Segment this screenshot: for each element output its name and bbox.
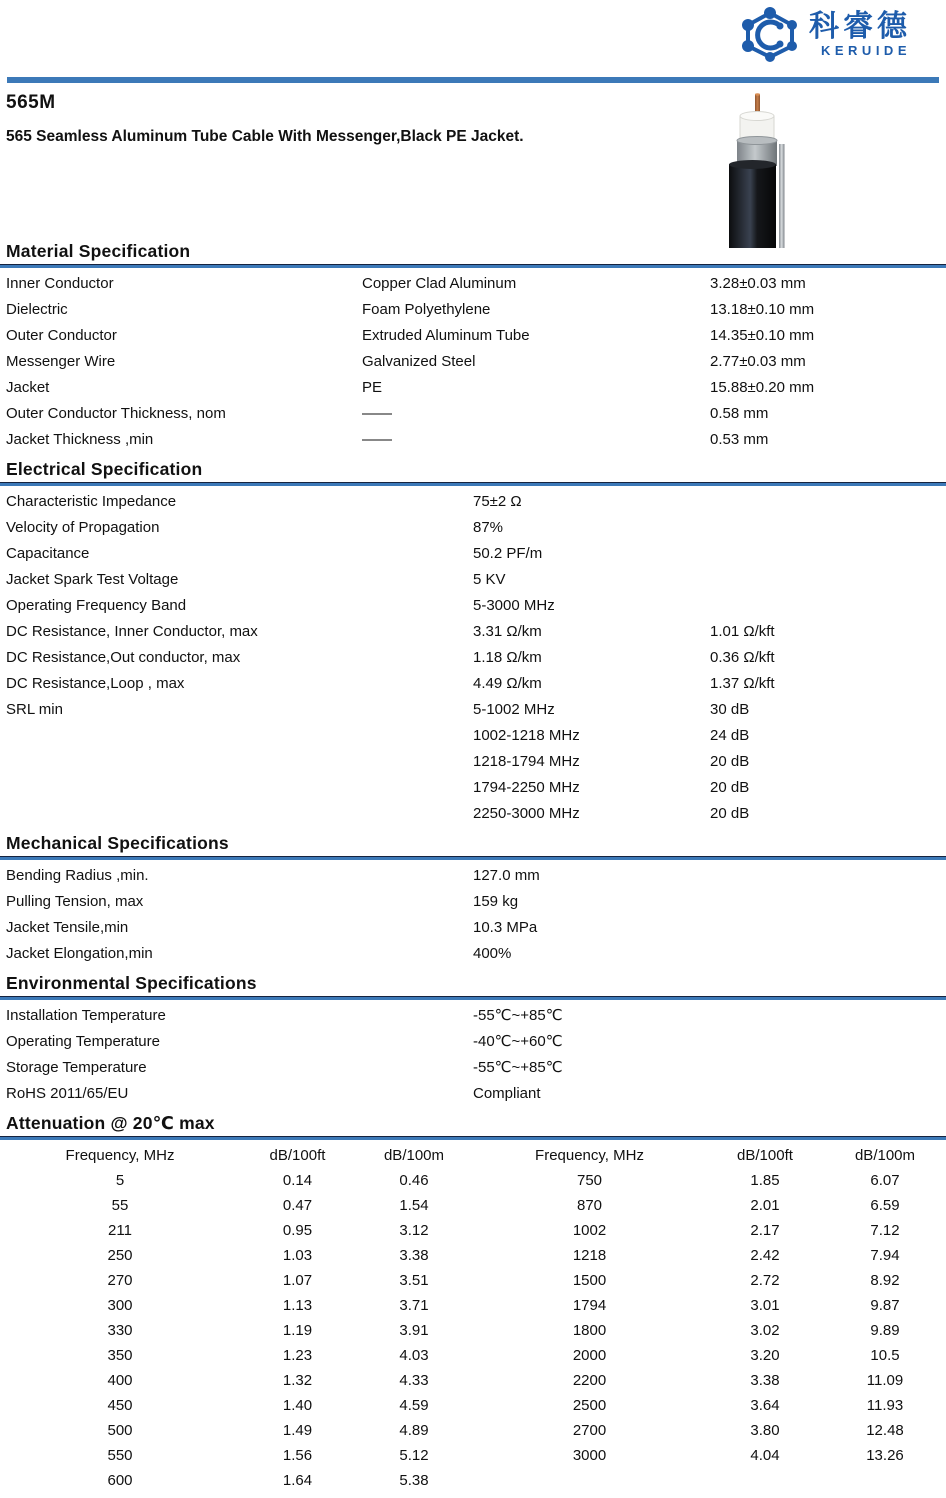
- table-cell: 3.20: [750, 1347, 780, 1364]
- table-cell: Extruded Aluminum Tube: [362, 326, 530, 344]
- table-cell: 1.49: [282, 1422, 313, 1439]
- page-header: [0, 0, 946, 234]
- table-cell: 600: [107, 1472, 133, 1489]
- table-cell: DC Resistance,Out conductor, max: [6, 648, 241, 666]
- table-cell: 1.13: [282, 1297, 313, 1314]
- table-cell: 7.94: [870, 1247, 900, 1264]
- table-cell: 1500: [572, 1272, 607, 1289]
- table-cell: 1.03: [282, 1247, 313, 1264]
- table-cell: 330: [107, 1322, 133, 1339]
- table-cell: 3.71: [399, 1297, 429, 1314]
- table-cell: 250: [107, 1247, 133, 1264]
- table-cell: 4.03: [399, 1347, 429, 1364]
- table-cell: 750: [576, 1172, 603, 1189]
- table-row: [0, 592, 946, 618]
- table-cell: 3.02: [750, 1322, 780, 1339]
- table-row: [0, 914, 946, 940]
- electrical-spec-table: [0, 488, 946, 826]
- section-title-attenuation: Attenuation @ 20℃ max: [6, 1113, 215, 1133]
- table-cell: 2700: [572, 1422, 607, 1439]
- table-row: [0, 1243, 946, 1268]
- table-cell: 270: [107, 1272, 133, 1289]
- table-cell: 300: [107, 1297, 133, 1314]
- table-cell: Jacket Tensile,min: [6, 918, 129, 936]
- table-cell: 2200: [572, 1372, 607, 1389]
- table-row: [0, 800, 946, 826]
- table-row: [0, 1218, 946, 1243]
- table-cell: 10.5: [870, 1347, 900, 1364]
- table-cell: 0.14: [282, 1172, 313, 1189]
- table-cell: Inner Conductor: [6, 274, 114, 292]
- table-cell: 14.35±0.10 mm: [710, 326, 815, 344]
- table-cell: 5.12: [399, 1447, 429, 1464]
- table-cell: 2250-3000 MHz: [473, 804, 580, 822]
- table-cell: 1218: [572, 1247, 607, 1264]
- table-row: [0, 270, 946, 296]
- table-cell: 3.28±0.03 mm: [710, 274, 806, 292]
- table-cell: 1.01 Ω/kft: [710, 622, 775, 640]
- table-cell: 30 dB: [710, 700, 750, 718]
- table-cell: Velocity of Propagation: [6, 518, 160, 536]
- table-cell: Jacket Spark Test Voltage: [6, 570, 179, 588]
- table-row: [0, 322, 946, 348]
- table-cell: 1794: [572, 1297, 607, 1314]
- table-cell: Dielectric: [6, 300, 68, 318]
- table-cell: 1.37 Ω/kft: [710, 674, 775, 692]
- table-row: [0, 722, 946, 748]
- table-cell: 1.56: [282, 1447, 313, 1464]
- table-cell: 11.09: [866, 1372, 904, 1389]
- table-cell: -40℃~+60℃: [473, 1033, 563, 1050]
- table-row: [0, 1368, 946, 1393]
- table-cell: Pulling Tension, max: [6, 892, 144, 910]
- table-row: [0, 1343, 946, 1368]
- table-cell: RoHS 2011/65/EU: [6, 1084, 129, 1102]
- table-cell: 0.95: [282, 1222, 313, 1239]
- section-title-mechanical: Mechanical Specifications: [6, 833, 229, 853]
- table-row: [0, 1318, 946, 1343]
- table-cell: 9.89: [870, 1322, 900, 1339]
- table-row: [0, 1393, 946, 1418]
- table-cell: SRL min: [6, 700, 63, 718]
- table-row: [0, 1468, 946, 1493]
- table-cell: DC Resistance,Loop , max: [6, 674, 185, 692]
- title-block: [6, 92, 524, 146]
- table-row: [0, 888, 946, 914]
- section-divider: [0, 264, 946, 268]
- table-cell: -55℃~+85℃: [473, 1007, 563, 1024]
- table-cell: 450: [107, 1397, 133, 1414]
- table-cell: Galvanized Steel: [362, 352, 476, 370]
- table-cell: DC Resistance, Inner Conductor, max: [6, 622, 258, 640]
- table-cell: 13.26: [866, 1447, 904, 1464]
- table-row: [0, 296, 946, 322]
- brand-name-chinese: 科睿德: [809, 9, 911, 43]
- table-row: [0, 566, 946, 592]
- table-cell: 1002-1218 MHz: [473, 726, 580, 744]
- table-row: [0, 644, 946, 670]
- attenuation-col-header: dB/100ft: [737, 1146, 793, 1164]
- attenuation-col-header: dB/100m: [383, 1146, 445, 1164]
- table-cell: Operating Frequency Band: [6, 596, 187, 614]
- table-cell: 24 dB: [710, 726, 750, 744]
- table-row: [0, 862, 946, 888]
- table-cell: 15.88±0.20 mm: [710, 378, 815, 396]
- table-row: [0, 1268, 946, 1293]
- table-cell: Messenger Wire: [6, 352, 116, 370]
- table-cell: 4.04: [750, 1447, 780, 1464]
- table-cell: Jacket: [6, 378, 50, 396]
- table-cell: 550: [107, 1447, 133, 1464]
- product-description: 565 Seamless Aluminum Tube Cable With Messenger,Black PE Jacket.: [6, 128, 524, 145]
- table-row: [0, 1054, 946, 1080]
- table-row: [0, 488, 946, 514]
- table-cell: 400: [107, 1372, 133, 1389]
- table-cell: 20 dB: [710, 752, 750, 770]
- table-cell: 4.89: [399, 1422, 429, 1439]
- table-cell: 2.17: [750, 1222, 780, 1239]
- table-cell: 12.48: [866, 1422, 904, 1439]
- keruide-molecule-icon: [739, 6, 801, 62]
- table-row: [0, 940, 946, 966]
- table-cell: 1.19: [282, 1322, 313, 1339]
- cable-product-photo: [703, 90, 803, 248]
- table-cell: PE: [362, 378, 383, 396]
- table-cell: 1218-1794 MHz: [473, 752, 580, 770]
- table-cell: 2.01: [750, 1197, 780, 1214]
- table-row: [0, 1002, 946, 1028]
- table-row: [0, 774, 946, 800]
- table-cell: Copper Clad Aluminum: [362, 274, 517, 292]
- table-cell: 350: [107, 1347, 133, 1364]
- table-row: [0, 1193, 946, 1218]
- table-cell: Compliant: [473, 1084, 541, 1102]
- table-cell: ——: [362, 404, 392, 422]
- table-cell: 2500: [572, 1397, 607, 1414]
- table-cell: 11.93: [866, 1397, 904, 1414]
- table-row: [0, 514, 946, 540]
- table-row: [0, 426, 946, 452]
- table-cell: Bending Radius ,min.: [6, 866, 149, 884]
- table-row: [0, 1418, 946, 1443]
- table-cell: 1.85: [750, 1172, 780, 1189]
- section-divider: [0, 482, 946, 486]
- brand-name-english: KERUIDE: [820, 42, 911, 58]
- attenuation-col-header: Frequency, MHz: [535, 1146, 644, 1164]
- section-divider: [0, 1136, 946, 1140]
- table-cell: Capacitance: [6, 544, 90, 562]
- product-model: 565M: [6, 92, 56, 113]
- table-cell: Storage Temperature: [6, 1058, 147, 1076]
- table-cell: 3.80: [750, 1422, 780, 1439]
- table-cell: 3.64: [750, 1397, 780, 1414]
- table-row: [0, 1443, 946, 1468]
- table-cell: 1.64: [282, 1472, 313, 1489]
- table-cell: 2.42: [750, 1247, 780, 1264]
- table-cell: 3.12: [399, 1222, 429, 1239]
- attenuation-col-header: dB/100ft: [269, 1146, 326, 1164]
- table-cell: 127.0 mm: [473, 866, 540, 884]
- table-cell: 3.31 Ω/km: [473, 622, 542, 640]
- table-cell: 6.59: [870, 1197, 900, 1214]
- table-cell: 2.77±0.03 mm: [710, 352, 806, 370]
- table-cell: Jacket Thickness ,min: [6, 430, 154, 448]
- spec-sections: [0, 240, 946, 1493]
- mechanical-spec-table: [0, 862, 946, 966]
- table-cell: 4.33: [399, 1372, 429, 1389]
- table-cell: Outer Conductor Thickness, nom: [6, 404, 226, 422]
- table-cell: 1800: [572, 1322, 607, 1339]
- table-row: [0, 348, 946, 374]
- attenuation-table: [0, 1168, 946, 1493]
- attenuation-col-header: dB/100m: [854, 1146, 916, 1164]
- table-cell: 500: [107, 1422, 133, 1439]
- table-cell: 870: [576, 1197, 603, 1214]
- section-divider: [0, 856, 946, 860]
- table-cell: 7.12: [870, 1222, 900, 1239]
- table-cell: 3000: [572, 1447, 607, 1464]
- table-cell: 3.51: [399, 1272, 429, 1289]
- table-cell: 1.32: [282, 1372, 313, 1389]
- table-cell: 20 dB: [710, 778, 750, 796]
- table-cell: 3.91: [399, 1322, 429, 1339]
- table-cell: 5-3000 MHz: [473, 596, 555, 614]
- table-cell: Jacket Elongation,min: [6, 944, 153, 962]
- table-cell: Installation Temperature: [6, 1006, 166, 1024]
- table-cell: Characteristic Impedance: [6, 492, 177, 510]
- brand-logo: [739, 6, 911, 62]
- table-cell: 75±2 Ω: [473, 492, 522, 510]
- section-title-material: Material Specification: [6, 241, 191, 261]
- table-cell: 1.23: [282, 1347, 313, 1364]
- material-spec-table: [0, 270, 946, 452]
- table-cell: 0.46: [399, 1172, 429, 1189]
- table-cell: 13.18±0.10 mm: [710, 300, 815, 318]
- table-row: [0, 1028, 946, 1054]
- environmental-spec-table: [0, 1002, 946, 1106]
- table-cell: 8.92: [870, 1272, 900, 1289]
- table-row: [0, 670, 946, 696]
- table-row: [0, 400, 946, 426]
- table-cell: 20 dB: [710, 804, 750, 822]
- table-row: [0, 540, 946, 566]
- table-cell: 1.40: [282, 1397, 313, 1414]
- table-cell: 1.07: [282, 1272, 313, 1289]
- table-cell: 2.72: [750, 1272, 780, 1289]
- table-row: [0, 618, 946, 644]
- table-row: [0, 696, 946, 722]
- table-cell: 1002: [572, 1222, 607, 1239]
- table-cell: 10.3 MPa: [473, 918, 538, 936]
- table-cell: 5.38: [399, 1472, 429, 1489]
- table-cell: 4.59: [399, 1397, 429, 1414]
- table-row: [0, 1168, 946, 1193]
- table-cell: 5 KV: [473, 570, 506, 588]
- table-cell: 0.47: [282, 1197, 313, 1214]
- table-cell: 6.07: [870, 1172, 900, 1189]
- table-row: [0, 374, 946, 400]
- table-cell: 3.38: [399, 1247, 429, 1264]
- table-cell: 55: [111, 1197, 129, 1214]
- table-cell: 1.54: [399, 1197, 429, 1214]
- table-cell: 400%: [473, 944, 512, 962]
- section-title-electrical: Electrical Specification: [6, 459, 203, 479]
- table-cell: 1794-2250 MHz: [473, 778, 580, 796]
- attenuation-col-header: Frequency, MHz: [65, 1146, 175, 1164]
- table-cell: Outer Conductor: [6, 326, 117, 344]
- table-cell: 3.38: [750, 1372, 780, 1389]
- table-cell: Foam Polyethylene: [362, 300, 491, 318]
- table-cell: -55℃~+85℃: [473, 1059, 563, 1076]
- table-row: [0, 748, 946, 774]
- table-row: [0, 1080, 946, 1106]
- section-title-environmental: Environmental Specifications: [6, 973, 257, 993]
- table-cell: 5-1002 MHz: [473, 700, 555, 718]
- table-cell: Operating Temperature: [6, 1032, 160, 1050]
- table-cell: ——: [362, 430, 392, 448]
- table-cell: 3.01: [750, 1297, 780, 1314]
- attenuation-header-row: [0, 1142, 946, 1168]
- table-cell: 1.18 Ω/km: [473, 648, 542, 666]
- table-cell: 2000: [572, 1347, 607, 1364]
- table-cell: 0.36 Ω/kft: [710, 648, 775, 666]
- table-cell: 9.87: [870, 1297, 900, 1314]
- table-cell: 211: [108, 1222, 132, 1239]
- section-divider: [0, 996, 946, 1000]
- table-row: [0, 1293, 946, 1318]
- table-cell: 0.58 mm: [710, 404, 769, 422]
- table-cell: 159 kg: [473, 892, 519, 910]
- brand-text: [809, 9, 911, 58]
- table-cell: 0.53 mm: [710, 430, 769, 448]
- table-cell: 5: [115, 1172, 125, 1189]
- table-cell: 4.49 Ω/km: [473, 674, 542, 692]
- table-cell: 87%: [473, 518, 504, 536]
- table-cell: 50.2 PF/m: [473, 544, 543, 562]
- header-divider: [7, 77, 939, 83]
